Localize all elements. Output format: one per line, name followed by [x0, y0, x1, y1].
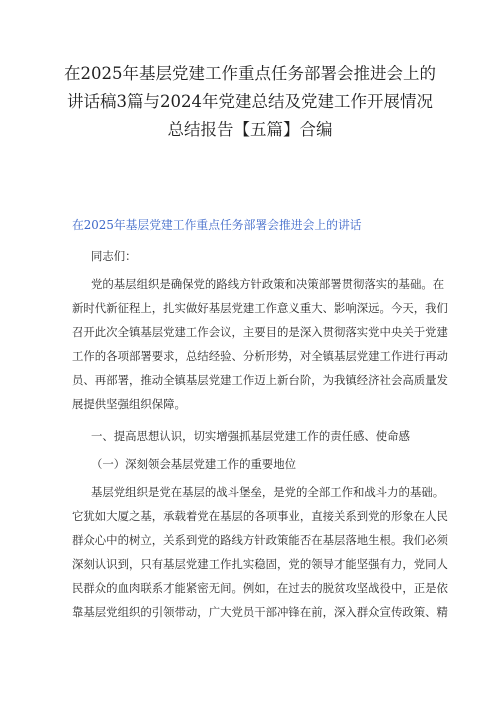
paragraph-line: 员、再部署，推动全镇基层党建工作迈上新台阶，为我镇经济社会高质量发 [72, 373, 448, 387]
paragraph-line: 基层党组织是党在基层的战斗堡垒，是党的全部工作和战斗力的基础。 [91, 485, 445, 499]
paragraph-line: 展提供坚强组织保障。 [72, 397, 186, 411]
section-level-1-heading: 一、提高思想认识，切实增强抓基层党建工作的责任感、使命感 [91, 429, 410, 443]
paragraph-line: 深刻认识到，只有基层党建工作扎实稳固，党的领导才能坚强有力，党同人 [72, 557, 448, 571]
paragraph-line: 新时代新征程上，扎实做好基层党建工作意义重大、影响深远。今天，我们 [72, 301, 448, 315]
paragraph-line: 靠基层党组织的引领带动，广大党员干部冲锋在前，深入群众宣传政策、精 [72, 605, 448, 619]
document-title-line-2: 讲话稿3篇与2024年党建总结及党建工作开展情况 [67, 92, 433, 111]
paragraph-line: 党的基层组织是确保党的路线方针政策和决策部署贯彻落实的基础。在 [91, 277, 445, 291]
paragraph-line: 群众心中的树立，关系到党的路线方针政策能否在基层落地生根。我们必须 [72, 533, 448, 547]
section-heading: 在2025年基层党建工作重点任务部署会推进会上的讲话 [72, 218, 362, 232]
paragraph-line: 工作的各项部署要求，总结经验、分析形势，对全镇基层党建工作进行再动 [72, 349, 448, 363]
document-title-line-1: 在2025年基层党建工作重点任务部署会推进会上的 [64, 64, 436, 83]
paragraph-line: 民群众的血肉联系才能紧密无间。例如，在过去的脱贫攻坚战役中，正是依 [72, 581, 448, 595]
document-title-line-3: 总结报告【五篇】合编 [167, 120, 333, 139]
section-level-2-heading: （一）深刻领会基层党建工作的重要地位 [91, 457, 297, 471]
paragraph-line: 召开此次全镇基层党建工作会议，主要目的是深入贯彻落实党中央关于党建 [72, 325, 448, 339]
paragraph-line: 它犹如大厦之基，承载着党在基层的各项事业，直接关系到党的形象在人民 [72, 509, 448, 523]
salutation: 同志们： [91, 249, 137, 263]
